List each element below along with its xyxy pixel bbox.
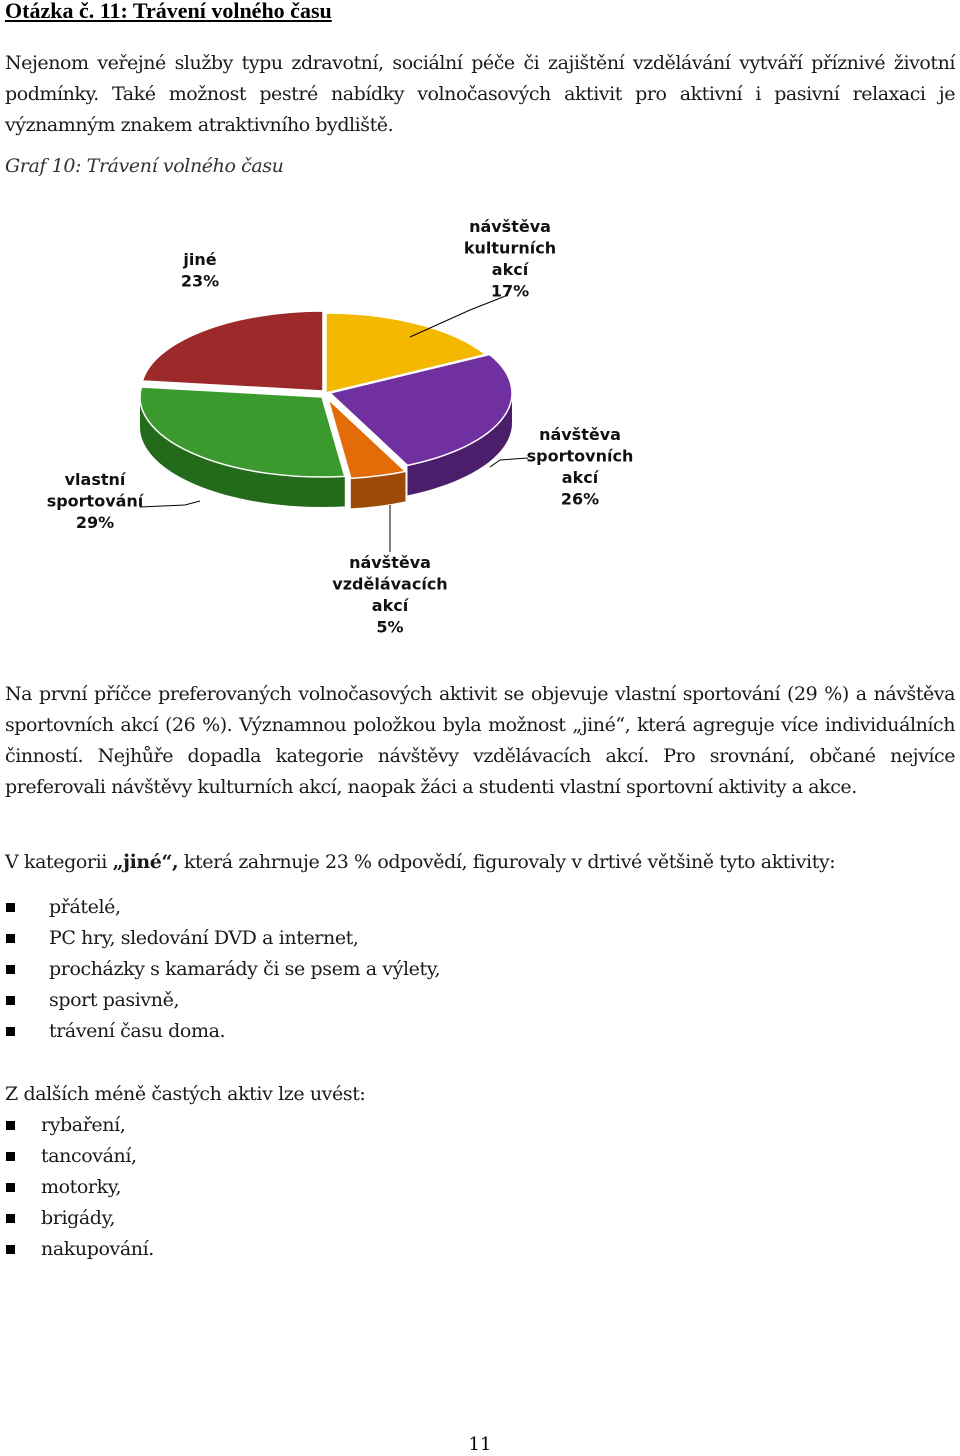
bullet-square-icon <box>6 1214 15 1223</box>
list-item <box>5 1203 154 1234</box>
section-heading: Otázka č. 11: Trávení volného času <box>5 0 332 23</box>
slice-label: návštěva sportovních akcí 26% <box>526 425 634 509</box>
bullet-square-icon <box>6 934 15 943</box>
list-item <box>5 1234 154 1265</box>
list-item <box>5 954 440 985</box>
bullet-square-icon <box>6 1245 15 1254</box>
chart-caption: Graf 10: Trávení volného času <box>5 155 284 177</box>
activity-list <box>5 892 440 1047</box>
list-item <box>5 1110 154 1141</box>
slice-label: návštěva kulturních akcí 17% <box>463 217 557 301</box>
analysis-paragraph: Na první příčce preferovaných volnočasových aktivit se objevuje vlastní sportování (29 %) a návštěva sportovních akcí (26 %). Významnou položkou byla možnost „jiné“, která agreguje více individuálních činností. Nejhůře dopadla kategorie návštěvy vzdělávacích akcí. Pro srovnání, občané nejvíce preferovali návštěvy kulturních akcí, naopak žáci a studenti vlastní sportovní aktivity a akce. <box>5 683 955 798</box>
pie-slice <box>142 311 323 391</box>
list-item-text: brigády, <box>41 1207 116 1229</box>
list-item <box>5 923 440 954</box>
category-name: „jiné“, <box>112 851 179 873</box>
list-item-text: rybaření, <box>41 1114 126 1136</box>
bullet-square-icon <box>6 965 15 974</box>
slice-label: návštěva vzdělávacích akcí 5% <box>332 553 448 637</box>
slice-label: vlastní sportování 29% <box>46 470 144 532</box>
list-item-text: trávení času doma. <box>49 1020 226 1042</box>
list-item-text: motorky, <box>41 1176 122 1198</box>
other-activity-list <box>5 1110 154 1265</box>
slice-label: jiné 23% <box>180 250 220 291</box>
category-intro-start: V kategorii <box>5 851 113 873</box>
list-item-text: přátelé, <box>49 896 121 918</box>
category-intro-paragraph <box>5 847 955 878</box>
intro-paragraph: Nejenom veřejné služby typu zdravotní, sociální péče či zajištění vzdělávání vytváří příznivé životní podmínky. Také možnost pestré nabídky volnočasových aktivit pro aktivní i pasivní relaxaci je významným znakem atraktivního bydliště. <box>5 52 955 136</box>
list-item-text: nakupování. <box>41 1238 154 1260</box>
list-item-text: PC hry, sledování DVD a internet, <box>49 927 359 949</box>
bullet-square-icon <box>6 1121 15 1130</box>
list-item <box>5 985 440 1016</box>
bullet-square-icon <box>6 1183 15 1192</box>
other-activities-paragraph: Z dalších méně častých aktiv lze uvést: <box>5 1083 366 1105</box>
list-item <box>5 892 440 923</box>
pie-chart <box>0 205 700 645</box>
bullet-square-icon <box>6 996 15 1005</box>
leader-line <box>140 501 200 507</box>
bullet-square-icon <box>6 1027 15 1036</box>
bullet-square-icon <box>6 1152 15 1161</box>
page-number: 11 <box>468 1434 492 1455</box>
list-item-text: tancování, <box>41 1145 137 1167</box>
list-item <box>5 1172 154 1203</box>
leader-line <box>410 295 508 337</box>
category-intro-end: která zahrnuje 23 % odpovědí, figurovaly v drtivé většině tyto aktivity: <box>178 851 836 873</box>
bullet-square-icon <box>6 903 15 912</box>
list-item-text: sport pasivně, <box>49 989 180 1011</box>
list-item-text: procházky s kamarády či se psem a výlety, <box>49 958 441 980</box>
list-item <box>5 1016 440 1047</box>
list-item <box>5 1141 154 1172</box>
leader-line <box>490 458 528 467</box>
